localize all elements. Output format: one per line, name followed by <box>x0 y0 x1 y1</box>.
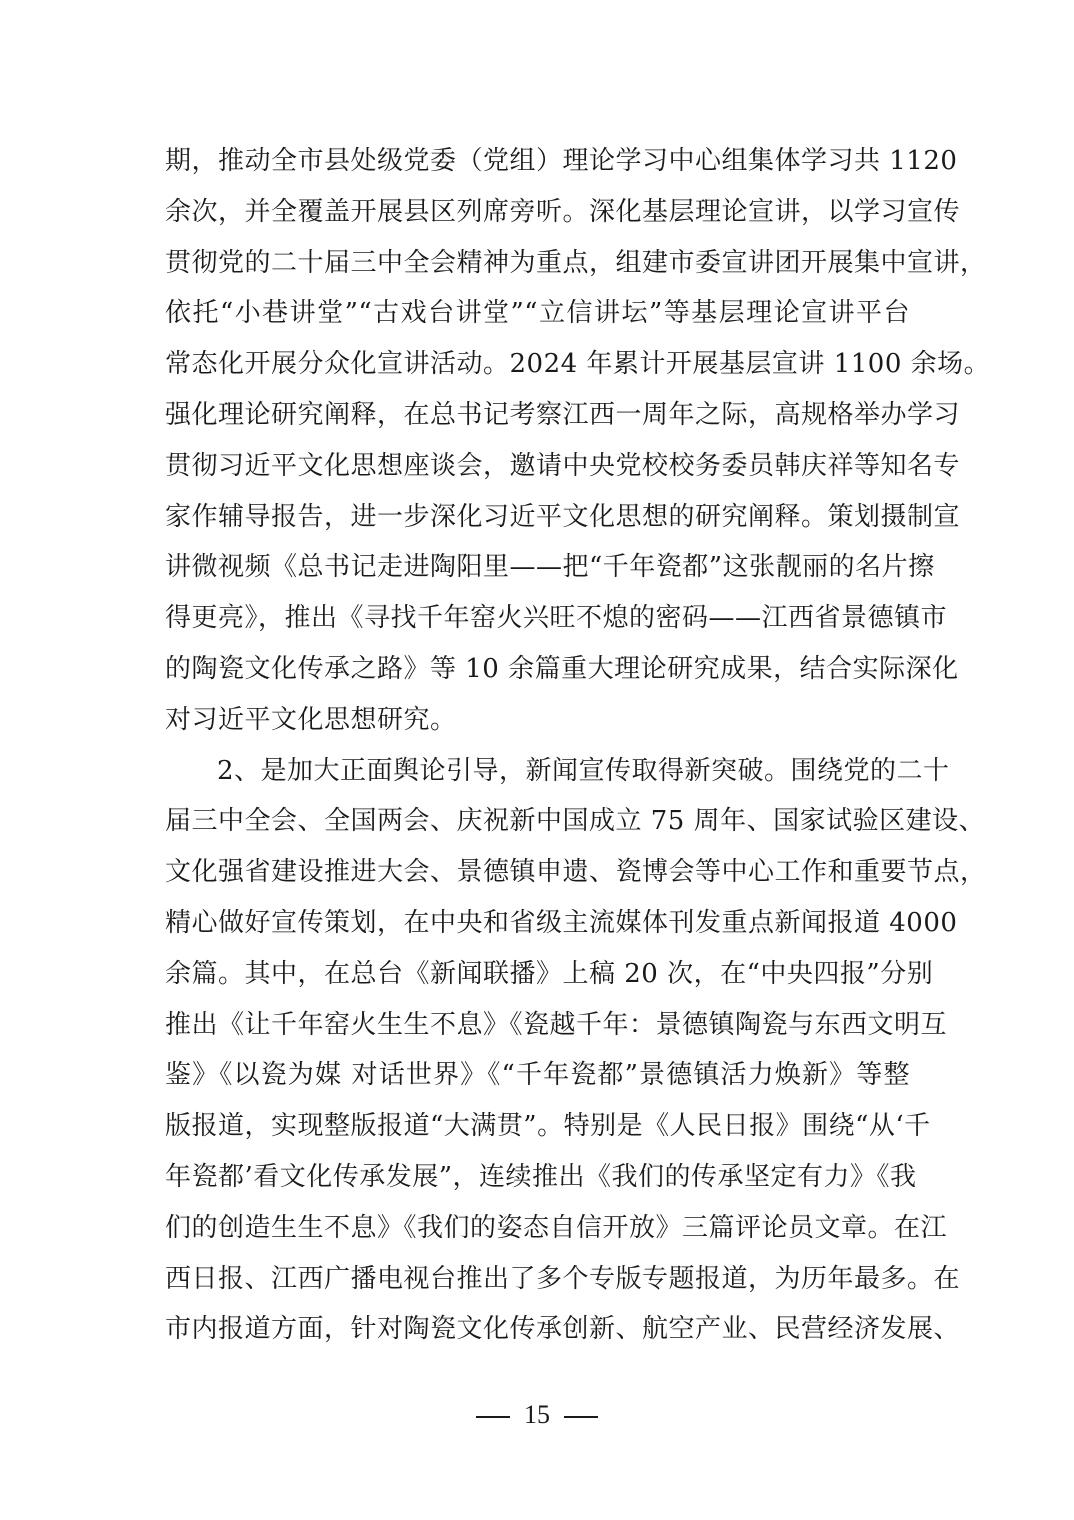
text-line: 年瓷都’看文化传承发展”，连续推出《我们的传承坚定有力》《我 <box>165 1162 917 1192</box>
page-number: 15 <box>524 1400 550 1429</box>
text-line: 贯彻习近平文化思想座谈会，邀请中央党校校务委员韩庆祥等知名专 <box>165 450 961 481</box>
text-line: 文化强省建设推进大会、景德镇申遗、瓷博会等中心工作和重要节点， <box>165 857 987 888</box>
text-line: 依托“小巷讲堂”“古戏台讲堂”“立信讲坛”等基层理论宣讲平台 <box>165 298 910 329</box>
text-line: 贯彻党的二十届三中全会精神为重点，组建市委宣讲团开展集中宣讲， <box>165 247 987 278</box>
text-line: 们的创造生生不息》《我们的姿态自信开放》三篇评论员文章。在江 <box>165 1212 948 1243</box>
footer-dash-left <box>476 1416 510 1418</box>
text-line: 常态化开展分众化宣讲活动。2024 年累计开展基层宣讲 1100 余场。 <box>165 349 991 380</box>
text-line: 精心做好宣传策划，在中央和省级主流媒体刊发重点新闻报道 4000 <box>165 908 958 938</box>
text-line: 得更亮》，推出《寻找千年窑火兴旺不熄的密码——江西省景德镇市 <box>165 603 948 634</box>
text-line: 讲微视频《总书记走进陶阳里——把“千年瓷都”这张靓丽的名片擦 <box>165 552 935 583</box>
text-line: 家作辅导报告，进一步深化习近平文化思想的研究阐释。策划摄制宣 <box>165 501 961 532</box>
text-line: 对习近平文化思想研究。 <box>165 704 457 735</box>
text-line: 余篇。其中，在总台《新闻联播》上稿 20 次，在“中央四报”分别 <box>165 958 934 989</box>
text-line: 西日报、江西广播电视台推出了多个专版专题报道，为历年最多。在 <box>165 1263 961 1294</box>
page-footer <box>0 1395 1074 1435</box>
text-line: 推出《让千年窑火生生不息》《瓷越千年：景德镇陶瓷与东西文明互 <box>165 1009 948 1040</box>
text-line: 鉴》《以瓷为媒 对话世界》《“千年瓷都”景德镇活力焕新》等整 <box>165 1060 910 1091</box>
text-line: 版报道，实现整版报道“大满贯”。特别是《人民日报》围绕“从‘千 <box>165 1111 931 1142</box>
footer-dash-right <box>564 1416 598 1418</box>
text-line: 的陶瓷文化传承之路》等 10 余篇重大理论研究成果，结合实际深化 <box>165 654 959 684</box>
text-line: 强化理论研究阐释，在总书记考察江西一周年之际，高规格举办学习 <box>165 400 961 430</box>
text-line: 期，推动全市县处级党委（党组）理论学习中心组集体学习共 1120 <box>165 146 958 176</box>
text-line: 届三中全会、全国两会、庆祝新中国成立 75 周年、国家试验区建设、 <box>165 806 986 837</box>
text-line: 2、是加大正面舆论引导，新闻宣传取得新突破。围绕党的二十 <box>217 755 950 786</box>
text-line: 市内报道方面，针对陶瓷文化传承创新、航空产业、民营经济发展、 <box>165 1314 961 1345</box>
text-line: 余次，并全覆盖开展县区列席旁听。深化基层理论宣讲，以学习宣传 <box>165 196 961 227</box>
